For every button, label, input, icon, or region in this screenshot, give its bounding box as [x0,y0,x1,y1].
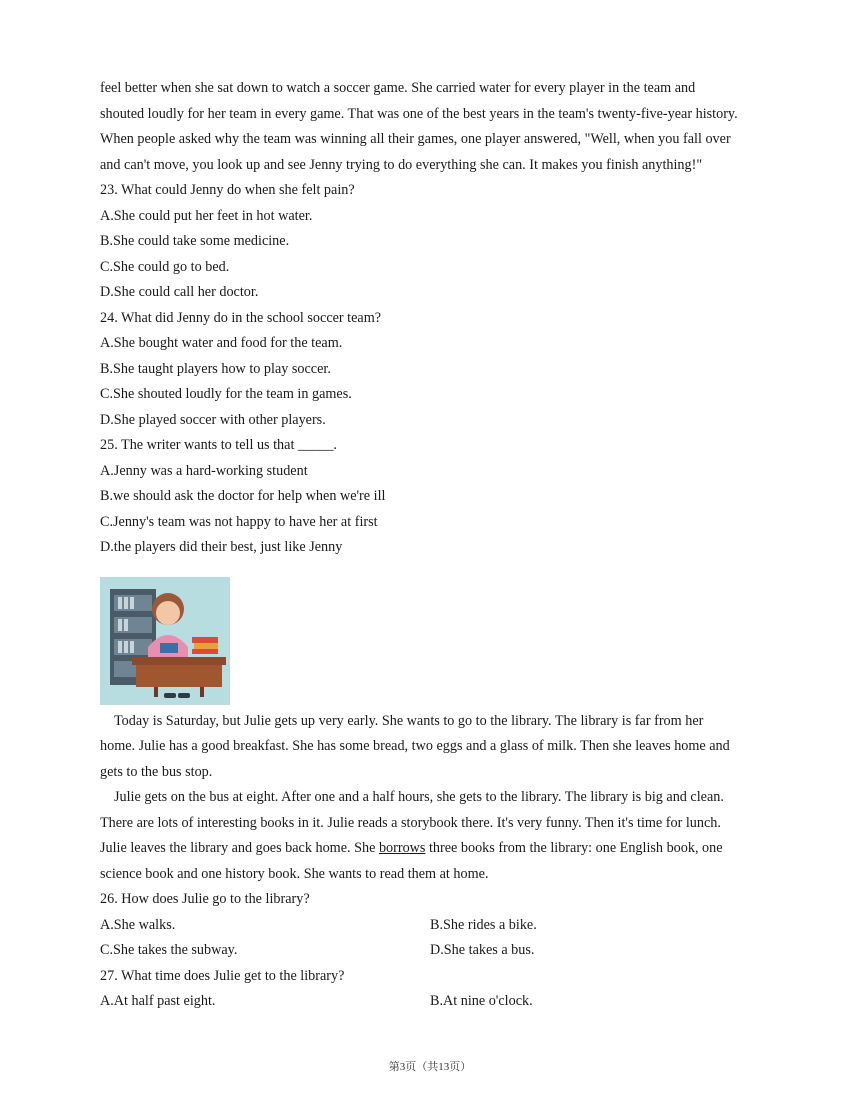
option-26a: A.She walks. [100,916,176,933]
option-24b: B.She taught players how to play soccer. [100,360,331,377]
option-26c: C.She takes the subway. [100,942,238,958]
option-25a: A.Jenny was a hard-working student [100,462,308,479]
option-27b: B.At nine o'clock. [430,993,533,1009]
option-26d: D.She takes a bus. [430,942,535,958]
passage-line: and can't move, you look up and see Jenny trying to do everything she can. It makes you finish anything!" [100,156,703,173]
passage2-line: There are lots of interesting books in it. Julie reads a storybook there. It's very funny. Then it's time for lunch. [100,814,721,831]
page-footer: 第3页（共13页） [388,1061,472,1073]
question-25: 25. The writer wants to tell us that _____. [100,437,337,453]
option-24a: A.She bought water and food for the team. [100,335,343,351]
option-23c: C.She could go to bed. [100,258,230,275]
passage-line: shouted loudly for her team in every game. That was one of the best years in the team's twenty-five-year history. [100,105,738,122]
text-span: Julie leaves the library and goes back home. She [100,840,379,856]
passage2-line: home. Julie has a good breakfast. She has some bread, two eggs and a glass of milk. Then she leaves home and [100,738,730,754]
option-24d: D.She played soccer with other players. [100,411,326,428]
passage-line: When people asked why the team was winning all their games, one player answered, "Well, when you fall over [100,131,731,147]
question-26: 26. How does Julie go to the library? [100,891,310,907]
options-row [100,913,768,939]
passage2-line: Julie gets on the bus at eight. After one and a half hours, she gets to the library. The library is big and clean. [114,789,724,805]
options-row [100,989,768,1015]
options-row [100,938,768,964]
passage2-line [100,836,768,862]
passage2-line: gets to the bus stop. [100,763,213,780]
option-25b: B.we should ask the doctor for help when we're ill [100,488,386,504]
question-24: 24. What did Jenny do in the school soccer team? [100,309,382,326]
passage2-line: science book and one history book. She wants to read them at home. [100,865,489,882]
option-25c: C.Jenny's team was not happy to have her at first [100,513,378,530]
option-26b: B.She rides a bike. [430,916,537,933]
option-25d: D.the players did their best, just like Jenny [100,539,343,555]
page-content [100,76,768,1015]
text-span: three books from the library: one English book, one [425,840,723,856]
question-27: 27. What time does Julie get to the library? [100,967,345,984]
option-23b: B.She could take some medicine. [100,233,290,249]
option-23d: D.She could call her doctor. [100,284,259,300]
library-illustration [100,577,230,705]
question-23: 23. What could Jenny do when she felt pain? [100,182,355,198]
underlined-word: borrows [378,840,426,856]
option-27a: A.At half past eight. [100,993,216,1009]
option-23a: A.She could put her feet in hot water. [100,207,313,224]
passage2-line: Today is Saturday, but Julie gets up very early. She wants to go to the library. The library is far from her [114,712,704,729]
passage-line: feel better when she sat down to watch a soccer game. She carried water for every player in the team and [100,80,696,96]
option-24c: C.She shouted loudly for the team in games. [100,386,352,402]
